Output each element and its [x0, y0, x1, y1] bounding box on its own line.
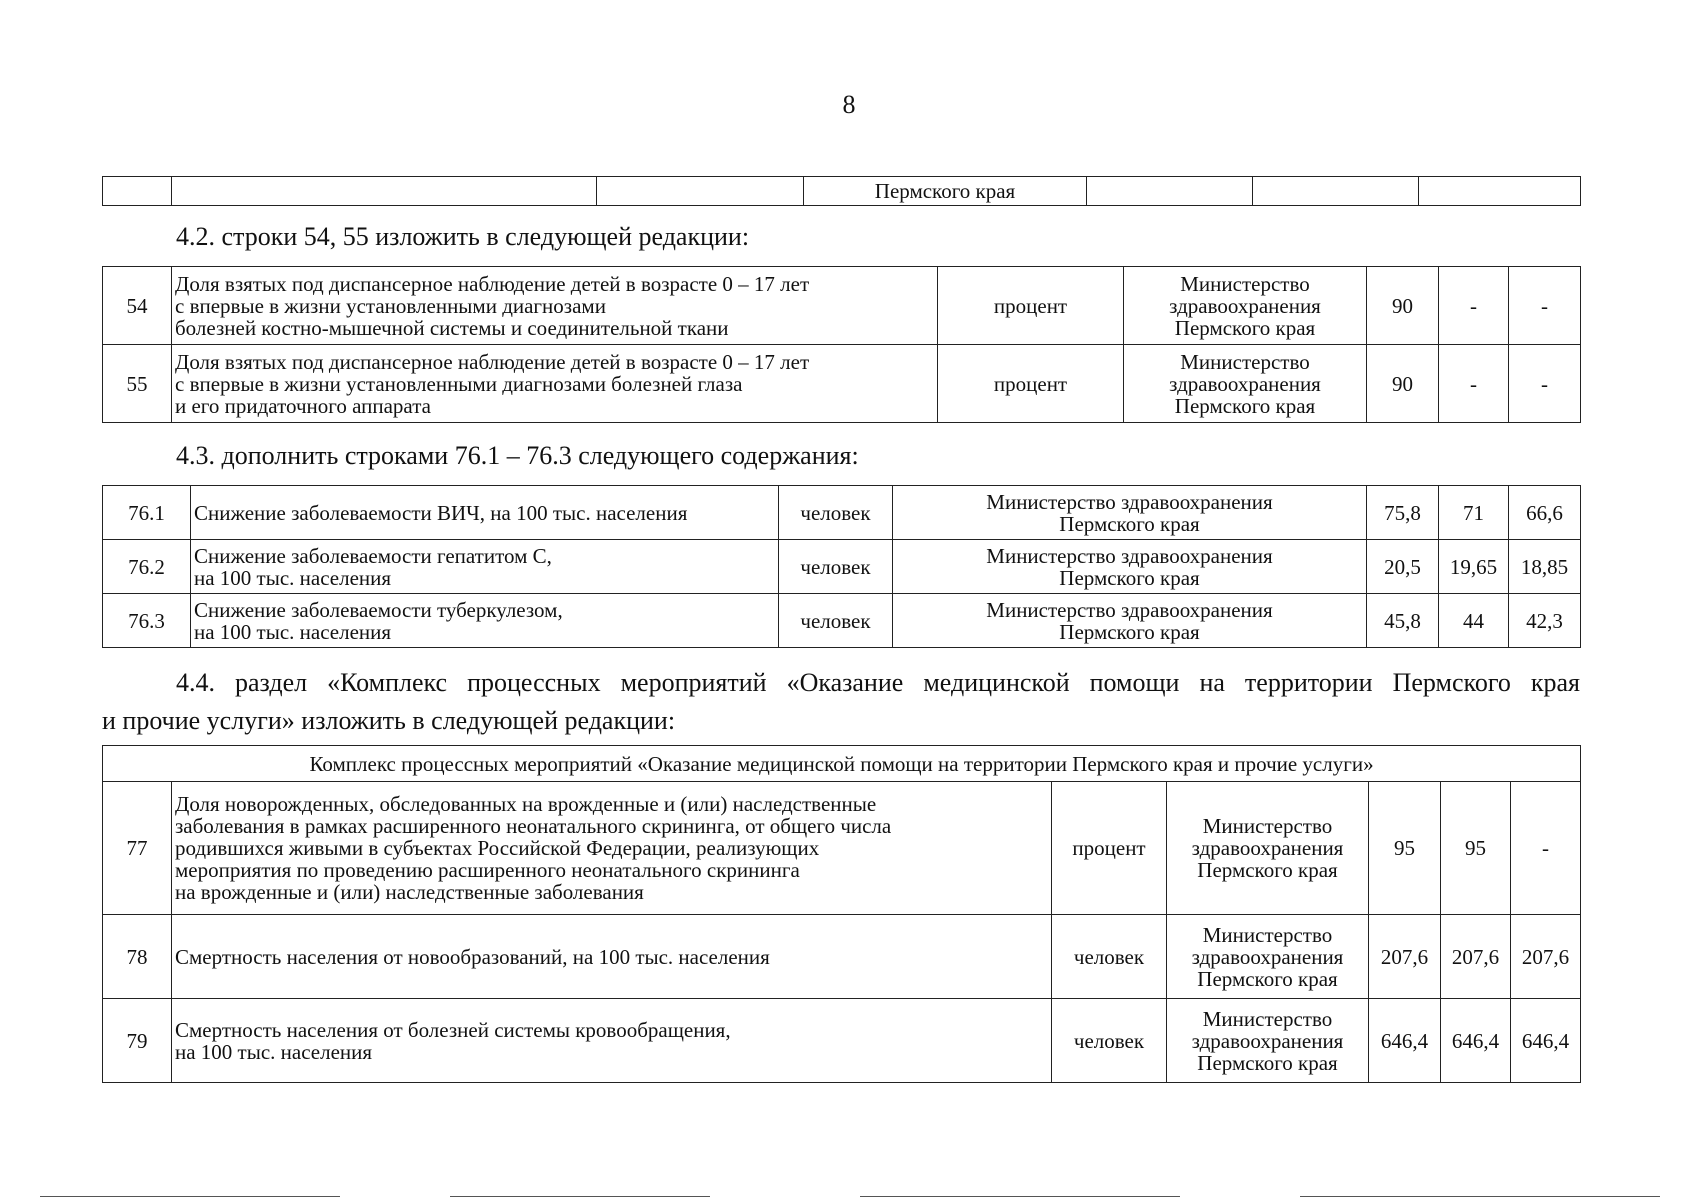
table-continuation [102, 176, 1581, 206]
table-row [103, 486, 1581, 540]
scan-edge-line [40, 1196, 340, 1197]
table-section-4-3 [102, 485, 1581, 648]
table-cell [1253, 177, 1419, 206]
description-line: с впервые в жизни установленными диагнозами [175, 293, 606, 318]
row-responsible [1167, 782, 1369, 915]
description-line: родившихся живыми в субъектах Российской Федерации, реализующих [175, 836, 820, 860]
responsible-line: здравоохранения [1191, 944, 1344, 969]
responsible-line: здравоохранения [1191, 1028, 1344, 1053]
responsible-line: Министерство [1202, 1006, 1333, 1031]
table-row [103, 267, 1581, 345]
description-line: Смертность населения от болезней системы кровообращения, [175, 1017, 731, 1042]
row-value-2: 19,65 [1439, 540, 1509, 594]
row-number: 54 [103, 267, 172, 345]
description-line: с впервые в жизни установленными диагнозами болезней глаза [175, 371, 743, 396]
responsible-line: Пермского края [1197, 858, 1338, 882]
row-number: 76.2 [103, 540, 191, 594]
row-value-1: 90 [1367, 267, 1439, 345]
table-cell [597, 177, 804, 206]
row-description [172, 999, 1052, 1083]
description-line: на врожденные и (или) наследственные заболевания [175, 880, 644, 904]
row-value-2: 646,4 [1441, 999, 1511, 1083]
row-description [191, 486, 779, 540]
table-header: Комплекс процессных мероприятий «Оказание медицинской помощи на территории Пермского края и прочие услуги» [103, 746, 1581, 782]
row-description [172, 267, 938, 345]
row-unit: человек [1052, 915, 1167, 999]
row-responsible [1167, 999, 1369, 1083]
scan-edge-line [450, 1196, 710, 1197]
row-unit: человек [779, 486, 893, 540]
row-description [191, 540, 779, 594]
table-row [103, 177, 1581, 206]
row-value-3: - [1509, 345, 1581, 423]
row-value-1: 95 [1369, 782, 1441, 915]
row-description [172, 345, 938, 423]
responsible-line: Министерство [1180, 271, 1310, 296]
table-header-row [103, 746, 1581, 782]
table-section-4-4 [102, 745, 1581, 1083]
row-responsible [893, 594, 1367, 648]
row-value-1: 90 [1367, 345, 1439, 423]
section-heading-4-3: 4.3. дополнить строками 76.1 – 76.3 следующего содержания: [176, 441, 859, 470]
table-row [103, 999, 1581, 1083]
row-number: 55 [103, 345, 172, 423]
responsible-line: Пермского края [1197, 966, 1338, 991]
description-line: Снижение заболеваемости ВИЧ, на 100 тыс. населения [194, 500, 688, 525]
row-value-2: 95 [1441, 782, 1511, 915]
responsible-line: здравоохранения [1169, 293, 1321, 318]
row-value-1: 207,6 [1369, 915, 1441, 999]
row-responsible [1167, 915, 1369, 999]
responsible-line: Министерство здравоохранения [986, 597, 1273, 622]
description-line: Снижение заболеваемости гепатитом С, [194, 543, 552, 568]
description-line: мероприятия по проведению расширенного неонатального скрининга [175, 858, 800, 882]
responsible-line: Пермского края [1059, 511, 1200, 536]
responsible-line: здравоохранения [1191, 836, 1344, 860]
row-unit: процент [938, 345, 1124, 423]
scan-edge-line [1300, 1196, 1660, 1197]
row-unit: процент [1052, 782, 1167, 915]
row-number: 79 [103, 999, 172, 1083]
description-line: болезней костно-мышечной системы и соединительной ткани [175, 315, 729, 340]
responsible-line: Пермского края [1174, 315, 1316, 340]
row-value-2: 71 [1439, 486, 1509, 540]
responsible-line: Министерство [1202, 922, 1333, 947]
row-responsible [893, 486, 1367, 540]
description-line: Доля новорожденных, обследованных на врожденные и (или) наследственные [175, 792, 877, 816]
row-number: 76.3 [103, 594, 191, 648]
row-responsible [1124, 267, 1367, 345]
row-responsible [893, 540, 1367, 594]
responsible-line: Пермского края [1197, 1050, 1338, 1075]
table-cell [1419, 177, 1581, 206]
row-value-1: 646,4 [1369, 999, 1441, 1083]
table-cell [1087, 177, 1253, 206]
responsible-line: Министерство [1202, 814, 1333, 838]
row-unit: человек [1052, 999, 1167, 1083]
row-value-3: 66,6 [1509, 486, 1581, 540]
table-row [103, 594, 1581, 648]
row-responsible [1124, 345, 1367, 423]
description-line: Доля взятых под диспансерное наблюдение детей в возрасте 0 – 17 лет [175, 349, 810, 374]
description-line: Снижение заболеваемости туберкулезом, [194, 597, 563, 622]
paragraph-line: 4.4. раздел «Комплекс процессных мероприятий «Оказание медицинской помощи на территории Пермского края [176, 668, 1580, 697]
section-paragraph-4-4 [102, 664, 1580, 740]
description-line: на 100 тыс. населения [194, 565, 392, 590]
table-row [103, 915, 1581, 999]
description-line: Смертность населения от новообразований, на 100 тыс. населения [175, 944, 770, 969]
table-cell [103, 177, 172, 206]
row-value-3: - [1511, 782, 1581, 915]
row-value-1: 75,8 [1367, 486, 1439, 540]
row-value-3: 42,3 [1509, 594, 1581, 648]
scan-edge-line [860, 1196, 1180, 1197]
row-number: 77 [103, 782, 172, 915]
description-line: и его придаточного аппарата [175, 393, 431, 418]
row-value-3: - [1509, 267, 1581, 345]
description-line: на 100 тыс. населения [194, 619, 392, 644]
row-value-2: 207,6 [1441, 915, 1511, 999]
table-cell-responsible: Пермского края [804, 177, 1087, 206]
paragraph-line: и прочие услуги» изложить в следующей редакции: [102, 706, 676, 735]
responsible-line: Министерство здравоохранения [986, 543, 1273, 568]
row-value-1: 20,5 [1367, 540, 1439, 594]
row-value-3: 18,85 [1509, 540, 1581, 594]
row-description [172, 915, 1052, 999]
row-value-3: 207,6 [1511, 915, 1581, 999]
responsible-line: Пермского края [1059, 565, 1200, 590]
table-row [103, 782, 1581, 915]
row-unit: процент [938, 267, 1124, 345]
row-value-1: 45,8 [1367, 594, 1439, 648]
row-unit: человек [779, 594, 893, 648]
row-value-2: - [1439, 267, 1509, 345]
table-row [103, 345, 1581, 423]
row-description [191, 594, 779, 648]
row-value-2: 44 [1439, 594, 1509, 648]
description-line: Доля взятых под диспансерное наблюдение детей в возрасте 0 – 17 лет [175, 271, 810, 296]
row-number: 76.1 [103, 486, 191, 540]
responsible-line: Пермского края [1174, 393, 1316, 418]
row-value-3: 646,4 [1511, 999, 1581, 1083]
description-line: заболевания в рамках расширенного неонатального скрининга, от общего числа [175, 814, 892, 838]
row-value-2: - [1439, 345, 1509, 423]
description-line: на 100 тыс. населения [175, 1039, 373, 1064]
table-section-4-2 [102, 266, 1581, 423]
row-number: 78 [103, 915, 172, 999]
responsible-line: Министерство здравоохранения [986, 489, 1273, 514]
responsible-line: здравоохранения [1169, 371, 1321, 396]
responsible-line: Министерство [1180, 349, 1310, 374]
row-description [172, 782, 1052, 915]
page-number: 8 [842, 90, 856, 119]
table-cell [172, 177, 597, 206]
responsible-line: Пермского края [1059, 619, 1200, 644]
table-row [103, 540, 1581, 594]
row-unit: человек [779, 540, 893, 594]
section-heading-4-2: 4.2. строки 54, 55 изложить в следующей редакции: [176, 222, 750, 251]
